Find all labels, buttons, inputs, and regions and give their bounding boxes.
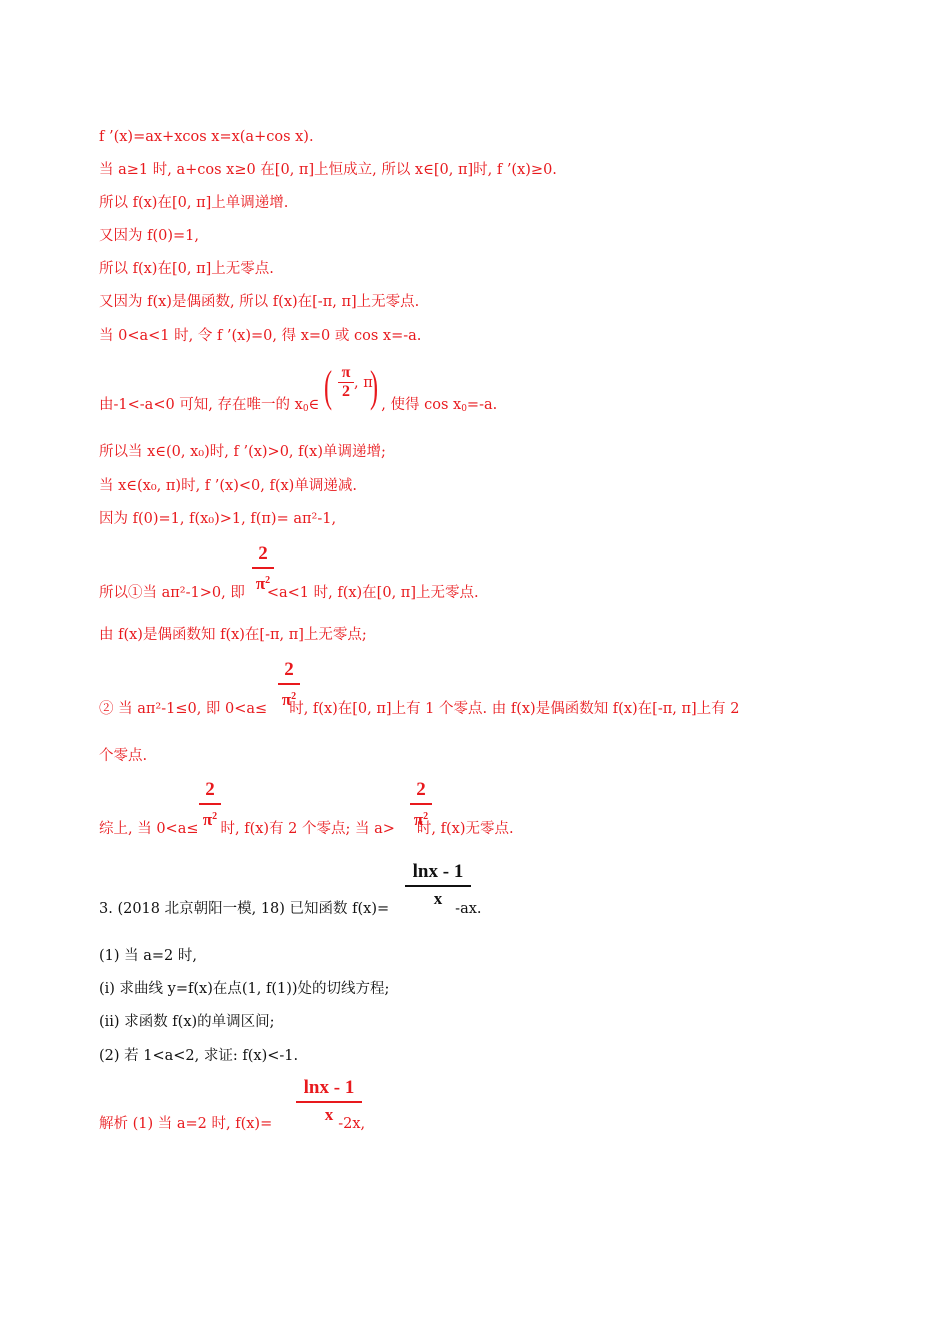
x0-subscript-2: 0 [461,404,467,414]
fraction-bar [410,803,432,805]
solution-line-7: 当 0<a<1 时, 令 f ’(x)=0, 得 x=0 或 cos x=-a. [99,328,422,344]
interval-left-paren: ( [324,362,333,411]
question-3-part-1-ii: (ii) 求函数 f(x)的单调区间; [99,1014,275,1030]
fraction-numerator: π [341,364,351,381]
answer-line-1: 解析 (1) 当 a=2 时, f(x)= -2x, [99,1116,366,1132]
solution-line-16: 综上, 当 0<a≤ 时, f(x)有 2 个零点; 当 a> 时, f(x)无零点. [99,821,514,837]
fraction-denominator: x [324,1104,334,1124]
interval-right-paren: ) [370,362,379,411]
pi-over-2-fraction [338,364,354,401]
fraction-denominator: 2 [342,383,350,400]
fraction-numerator: 2 [258,543,268,564]
solution-line-13: 由 f(x)是偶函数知 f(x)在[-π, π]上无零点; [99,627,367,643]
solution-line-11: 因为 f(0)=1, f(x₀)>1, f(π)= aπ²-1, [99,511,337,527]
fraction-numerator: 2 [284,659,294,680]
element-of-symbol: ∈ [308,397,320,413]
solution-line-6: 又因为 f(x)是偶函数, 所以 f(x)在[-π, π]上无零点. [99,294,420,310]
fraction-denominator: $\pi^2$ [413,809,429,829]
solution-line-15: 个零点. [99,748,148,764]
fraction-numerator: lnx - 1 [412,861,464,882]
question-3-part-1-i: (i) 求曲线 y=f(x)在点(1, f(1))处的切线方程; [99,981,390,997]
fraction-denominator: $\pi^2$ [255,573,271,593]
solution-line-8 [99,395,497,419]
fraction-numerator: 2 [416,779,426,800]
solution-line-2: 当 a≥1 时, a+cos x≥0 在[0, π]上恒成立, 所以 x∈[0, π]时, f ’(x)≥0. [99,162,557,178]
question-3-part-1: (1) 当 a=2 时, [99,948,197,964]
line8-suffix: , 使得 cos x [381,397,462,413]
solution-line-4: 又因为 f(0)=1, [99,228,199,244]
fraction-bar [252,567,274,569]
fraction-bar [199,803,221,805]
line8-end: =-a. [466,397,498,413]
question-3-part-2: (2) 若 1<a<2, 求证: f(x)<-1. [99,1048,299,1064]
solution-line-12: 所以①当 aπ²-1>0, 即 <a<1 时, f(x)在[0, π]上无零点. [99,585,479,601]
fraction-bar [405,885,471,887]
interval-upper-end: , π [354,375,373,391]
fraction-denominator: $\pi^2$ [202,809,218,829]
solution-line-10: 当 x∈(x₀, π)时, f ’(x)<0, f(x)单调递减. [99,478,357,494]
solution-line-1: f ’(x)=ax+xcos x=x(a+cos x). [99,129,314,145]
fraction-bar [296,1101,362,1103]
fraction-denominator: $\pi^2$ [281,689,297,709]
fraction-denominator: x [433,888,443,908]
fraction-bar [278,683,300,685]
fraction-numerator: lnx - 1 [303,1077,355,1098]
fraction-numerator: 2 [205,779,215,800]
line8-prefix: 由-1<-a<0 可知, 存在唯一的 x [99,397,303,413]
solution-line-5: 所以 f(x)在[0, π]上无零点. [99,261,274,277]
solution-line-3: 所以 f(x)在[0, π]上单调递增. [99,195,289,211]
solution-line-9: 所以当 x∈(0, x₀)时, f ’(x)>0, f(x)单调递增; [99,444,386,460]
x0-subscript: 0 [302,404,309,414]
question-3-stem: 3. (2018 北京朝阳一模, 18) 已知函数 f(x)= -ax. [99,901,482,917]
solution-line-14: ② 当 aπ²-1≤0, 即 0<a≤ 时, f(x)在[0, π]上有 1 个零点. 由 f(x)是偶函数知 f(x)在[-π, π]上有 2 [99,701,740,717]
